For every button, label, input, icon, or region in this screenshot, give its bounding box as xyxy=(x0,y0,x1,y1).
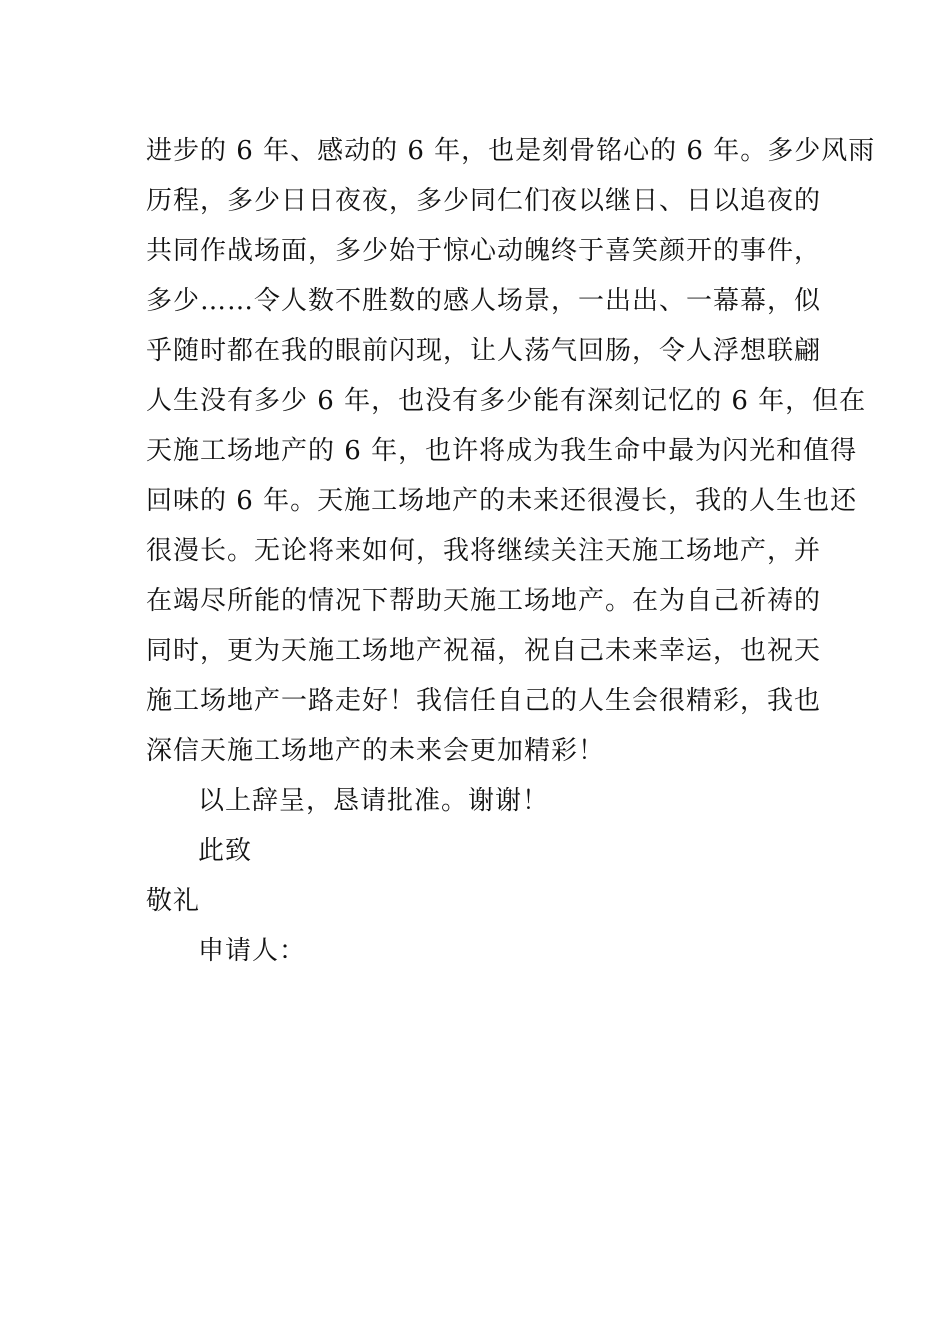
applicant-label: 申请人： xyxy=(198,936,307,966)
body-line: 人生没有多少 6 年，也没有多少能有深刻记忆的 6 年，但在 xyxy=(146,386,867,416)
letter-text xyxy=(146,126,876,976)
body-line: 历程，多少日日夜夜，多少同仁们夜以继日、日以追夜的 xyxy=(146,186,822,216)
body-line: 乎随时都在我的眼前闪现，让人荡气回肠，令人浮想联翩 xyxy=(146,336,822,366)
salutation: 此致 xyxy=(198,836,253,866)
body-line: 进步的 6 年、感动的 6 年，也是刻骨铭心的 6 年。多少风雨 xyxy=(146,136,876,166)
regards: 敬礼 xyxy=(146,886,201,916)
closing-request: 以上辞呈，恳请批准。谢谢！ xyxy=(198,786,550,816)
body-line: 很漫长。无论将来如何，我将继续关注天施工场地产，并 xyxy=(146,536,822,566)
body-line: 多少……令人数不胜数的感人场景，一出出、一幕幕，似 xyxy=(146,286,822,316)
body-line: 深信天施工场地产的未来会更加精彩！ xyxy=(146,736,606,766)
body-line: 回味的 6 年。天施工场地产的未来还很漫长，我的人生也还 xyxy=(146,486,858,516)
body-line: 施工场地产一路走好！我信任自己的人生会很精彩，我也 xyxy=(146,686,822,716)
body-line: 在竭尽所能的情况下帮助天施工场地产。在为自己祈祷的 xyxy=(146,586,822,616)
body-line: 共同作战场面，多少始于惊心动魄终于喜笑颜开的事件， xyxy=(146,236,822,266)
body-line: 同时，更为天施工场地产祝福，祝自己未来幸运，也祝天 xyxy=(146,636,822,666)
body-line: 天施工场地产的 6 年，也许将成为我生命中最为闪光和值得 xyxy=(146,436,858,466)
